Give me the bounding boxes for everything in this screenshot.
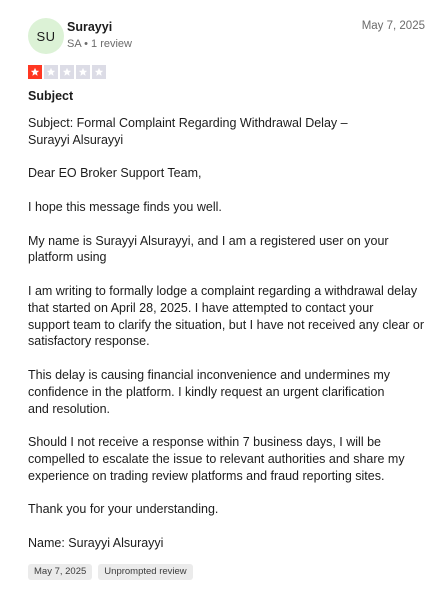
- review-paragraph: I hope this message finds you well.: [28, 199, 222, 214]
- review-paragraph: My name is Surayyi Alsurayyi, and I am a registered user on your platform using: [28, 233, 389, 265]
- star-icon: [44, 65, 58, 79]
- star-icon: [92, 65, 106, 79]
- review-paragraph: Thank you for your understanding.: [28, 502, 219, 517]
- review-paragraph: Should I not receive a response within 7 business days, I will be compelled to escalate the issue to relevant authorities and share my experience on trading review platforms and fraud reporting sites.: [28, 435, 405, 483]
- avatar[interactable]: SU: [28, 18, 64, 54]
- unprompted-tag: Unprompted review: [98, 564, 192, 580]
- review-paragraph: Name: Surayyi Alsurayyi: [28, 535, 164, 550]
- review-paragraph: Dear EO Broker Support Team,: [28, 166, 202, 181]
- review-paragraph: Subject: Formal Complaint Regarding Withdrawal Delay – Surayyi Alsurayyi: [28, 116, 348, 147]
- review-date: May 7, 2025: [361, 20, 425, 32]
- star-icon: [60, 65, 74, 79]
- review-paragraph: This delay is causing financial inconvenience and undermines my confidence in the platform. I kindly request an urgent clarification and resolution.: [28, 367, 391, 416]
- review-tags: [28, 564, 193, 580]
- reviewer-name[interactable]: Surayyi: [67, 20, 113, 34]
- star-icon: [76, 65, 90, 79]
- star-rating: [28, 65, 106, 79]
- review-header: [28, 18, 426, 58]
- star-icon: [28, 65, 42, 79]
- date-tag: May 7, 2025: [28, 564, 92, 580]
- review-body: [28, 115, 432, 569]
- review-title: Subject: [28, 89, 74, 103]
- reviewer-meta: SA • 1 review: [67, 38, 132, 50]
- review-paragraph: I am writing to formally lodge a complaint regarding a withdrawal delay that started on April 28, 2025. I have attempted to contact your support team to clarify the situation, but I have not received any clear or satisfactory response.: [28, 283, 425, 349]
